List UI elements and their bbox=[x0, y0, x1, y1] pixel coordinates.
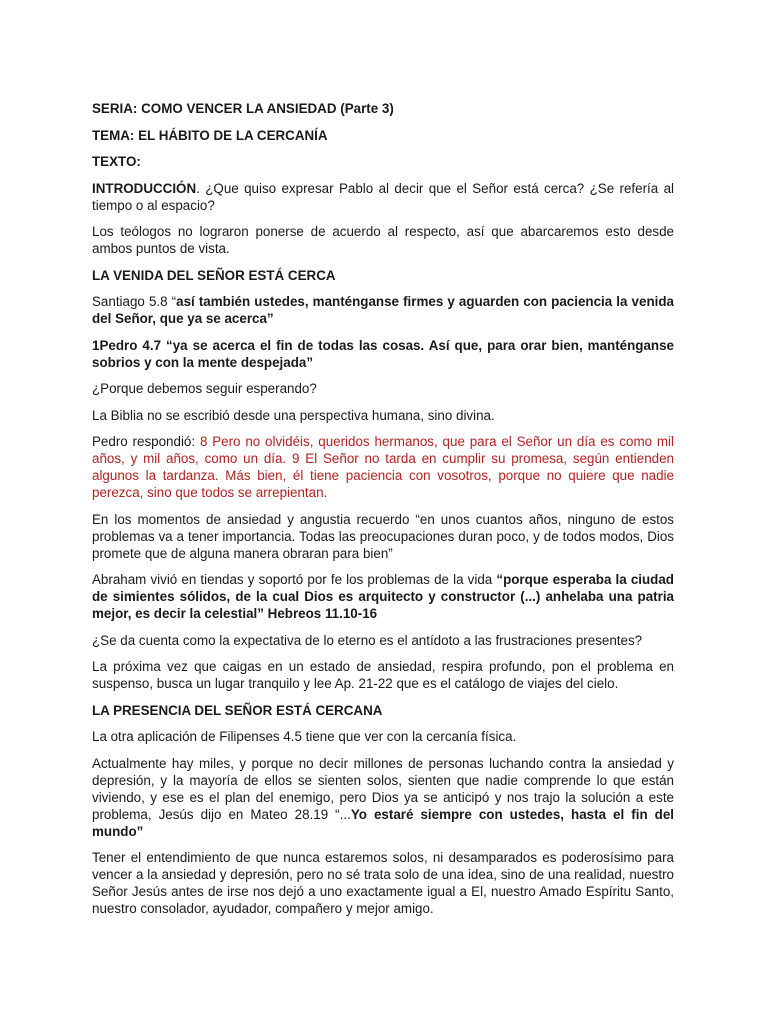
santiago-quote: así también ustedes, manténganse firmes y aguarden con paciencia la venida del Señor, que ya se acerca” bbox=[92, 294, 674, 326]
pedro-answer-quote: 8 Pero no olvidéis, queridos hermanos, que para el Señor un día es como mil años, y mil años, como un día. 9 El Señor no tarda en cumplir su promesa, según entienden algunos la tardanza. Más bien, él tiene paciencia con vosotros, porque no quiere que nadie perezca, sino que todos se arrepientan. bbox=[92, 434, 674, 500]
philippians-paragraph: La otra aplicación de Filipenses 4.5 tiene que ver con la cercanía física. bbox=[92, 729, 517, 744]
intro-text: . ¿Que quiso expresar Pablo al decir que el Señor está cerca? ¿Se refería al tiempo o al espacio? bbox=[92, 180, 674, 213]
bible-perspective: La Biblia no se escribió desde una perspectiva humana, sino divina. bbox=[92, 407, 495, 423]
section-heading-presence: LA PRESENCIA DEL SEÑOR ESTÁ CERCANA bbox=[92, 702, 383, 718]
series-title: SERIA: COMO VENCER LA ANSIEDAD (Parte 3) bbox=[92, 101, 394, 116]
anxiety-moments-paragraph: En los momentos de ansiedad y angustia recuerdo “en unos cuantos años, ninguno de estos problemas va a tener importancia. Todas las preocupaciones duran poco, y de todos modos, Dios promete que de alguna manera obraran para bien” bbox=[92, 511, 674, 561]
santiago-ref: Santiago 5.8 “ bbox=[92, 294, 177, 309]
question-wait: ¿Porque debemos seguir esperando? bbox=[92, 381, 317, 396]
understanding-paragraph: Tener el entendimiento de que nunca estaremos solos, ni desamparados es poderosísimo para vencer a la ansiedad y depresión, pero no sé trata solo de una idea, sino de una realidad, nuestro Señor Jesús antes de irse nos dejó a uno exactamente igual a El, nuestro Amado Espíritu Santo, nuestro consolador, ayudador, compañero y mejor amigo. bbox=[92, 850, 674, 916]
millions-paragraph bbox=[92, 755, 674, 840]
section-heading-coming: LA VENIDA DEL SEÑOR ESTÁ CERCA bbox=[92, 267, 336, 283]
abraham-quote: “porque esperaba la ciudad de simientes sólidos, de la cual Dios es arquitecto y constructor (...) anhelaba una patria mejor, es decir la celestial” Hebreos 11.10-16 bbox=[92, 572, 674, 621]
pedro-quote-paragraph: 1Pedro 4.7 “ya se acerca el fin de todas las cosas. Así que, para orar bien, manténganse sobrios y con la mente despejada” bbox=[92, 337, 674, 370]
pedro-answer-label: Pedro respondió: bbox=[92, 434, 200, 449]
text-label: TEXTO: bbox=[92, 154, 141, 169]
intro-paragraph bbox=[92, 180, 674, 214]
theologians-paragraph: Los teólogos no lograron ponerse de acuerdo al respecto, así que abarcaremos esto desde ambos puntos de vista. bbox=[92, 224, 674, 256]
santiago-paragraph bbox=[92, 293, 674, 327]
pedro-answer-paragraph bbox=[92, 433, 674, 501]
abraham-paragraph bbox=[92, 571, 674, 622]
intro-label: INTRODUCCIÓN bbox=[92, 180, 197, 196]
antidote-question: ¿Se da cuenta como la expectativa de lo eterno es el antídoto a las frustraciones presentes? bbox=[92, 632, 643, 648]
millions-text: Actualmente hay miles, y porque no decir millones de personas luchando contra la ansiedad y depresión, y la mayoría de ellos se sienten solos, sienten que nadie comprende lo que están viviendo, y ese es el plan del enemigo, pero Dios ya se anticipó y nos trajo la solución a este problema, Jesús dijo en Mateo 28.19 “... bbox=[92, 755, 674, 822]
next-time-paragraph: La próxima vez que caigas en un estado de ansiedad, respira profundo, pon el problema en suspenso, busca un lugar tranquilo y lee Ap. 21-22 que es el catálogo de viajes del cielo. bbox=[92, 659, 674, 691]
abraham-text: Abraham vivió en tiendas y soportó por fe los problemas de la vida bbox=[92, 572, 497, 587]
document-page bbox=[92, 100, 674, 927]
millions-quote: Yo estaré siempre con ustedes, hasta el fin del mundo” bbox=[92, 806, 674, 839]
topic-title: TEMA: EL HÁBITO DE LA CERCANÍA bbox=[92, 127, 328, 143]
